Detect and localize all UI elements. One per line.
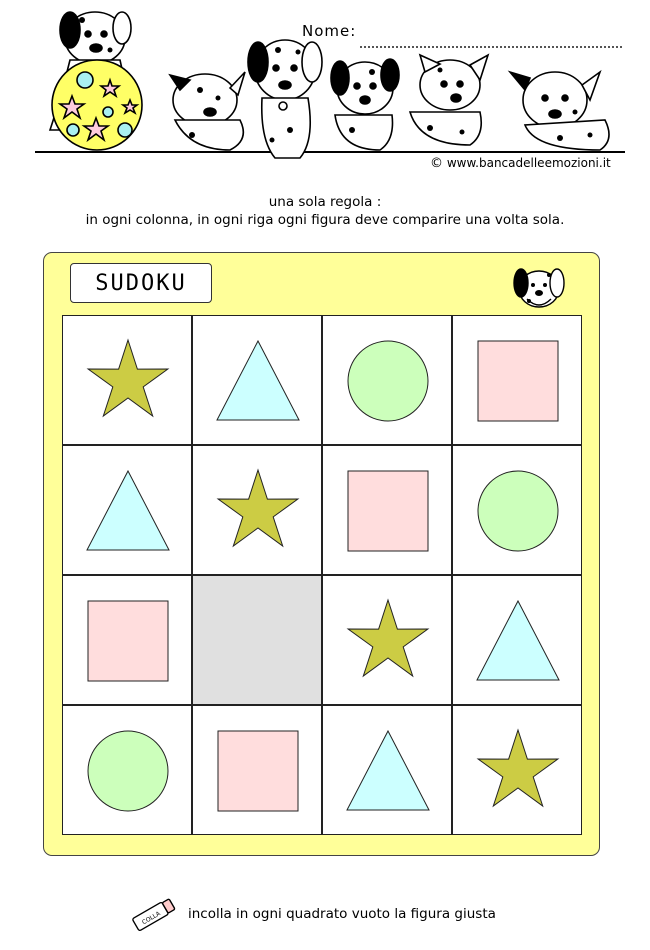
grid-cell [62,575,192,705]
square-icon [193,706,323,836]
grid-cell [452,705,582,835]
copyright [430,156,611,171]
circle-icon [453,446,583,576]
dalmatian-face-icon [509,261,569,313]
triangle-icon [453,576,583,706]
grid-cell [452,445,582,575]
empty-cell[interactable] [192,575,322,705]
triangle-icon [63,446,193,576]
grid-cell [322,705,452,835]
star-icon [193,446,323,576]
grid-cell [192,705,322,835]
grid-cell [192,315,322,445]
header [0,0,650,175]
star-icon [63,316,193,446]
sudoku-title: SUDOKU [70,263,212,303]
grid-cell [452,575,582,705]
grid-cell [62,315,192,445]
glue-label: COLLA [141,910,162,927]
grid-cell [322,445,452,575]
square-icon [63,576,193,706]
grid-cell [192,445,322,575]
circle-icon [323,316,453,446]
square-icon [453,316,583,446]
glue-stick-icon [125,894,181,936]
copyright-icon: © [430,156,443,171]
copyright-url: www.bancadelleemozioni.it [446,156,611,170]
grid-cell [322,315,452,445]
triangle-icon [323,706,453,836]
name-field-line[interactable] [360,46,622,48]
rule-text: in ogni colonna, in ogni riga ogni figura deve comparire una volta sola. [85,212,565,228]
star-icon [453,706,583,836]
footer-instruction: incolla in ogni quadrato vuoto la figura giusta [188,906,496,922]
sudoku-grid [63,316,583,836]
grid-cell [62,445,192,575]
grid-cell [452,315,582,445]
square-icon [323,446,453,576]
rule-title: una sola regola : [268,194,382,210]
name-label: Nome: [302,22,357,40]
triangle-icon [193,316,323,446]
circle-icon [63,706,193,836]
grid-cell [62,705,192,835]
star-icon [323,576,453,706]
grid-cell [322,575,452,705]
